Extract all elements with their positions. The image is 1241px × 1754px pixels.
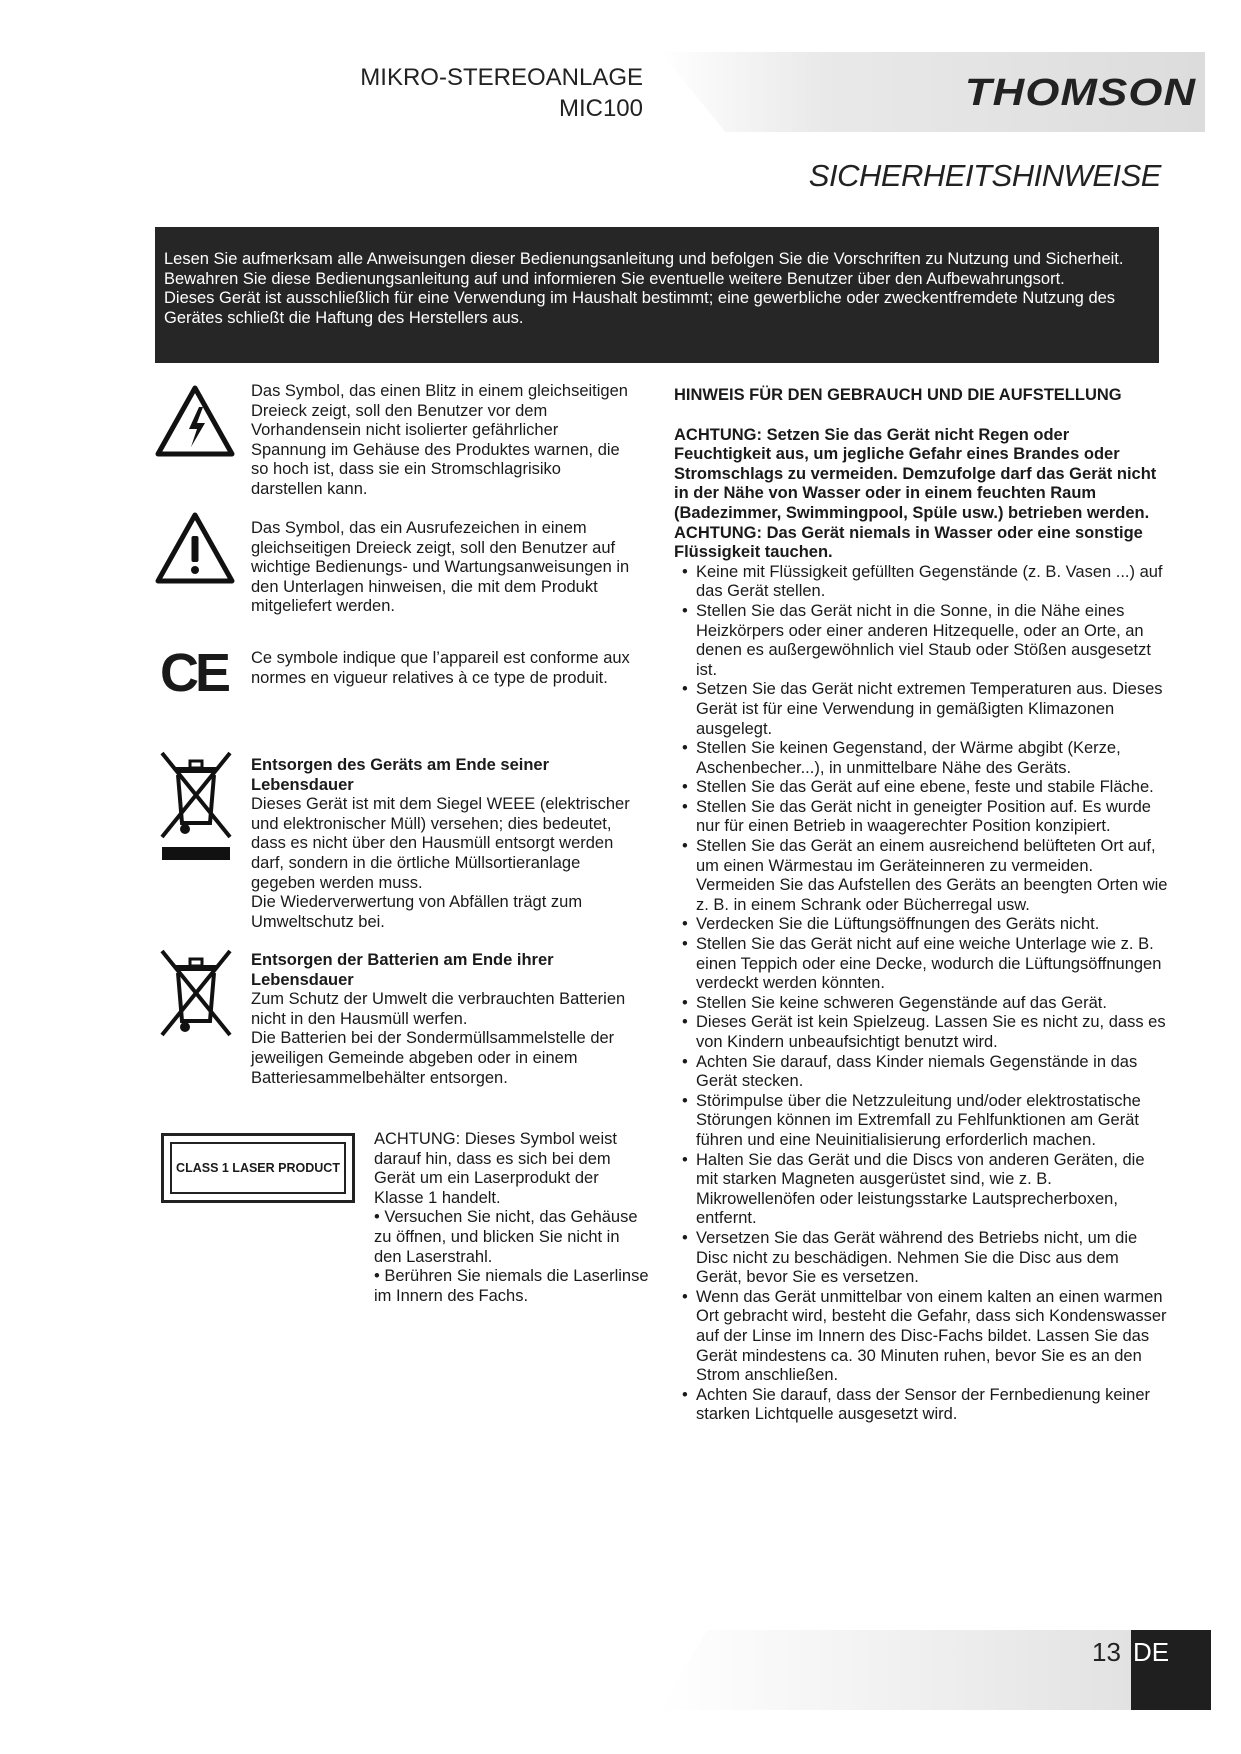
weee-title: Entsorgen des Geräts am Ende seiner Lebensdauer	[251, 756, 550, 794]
usage-heading: HINWEIS FÜR DEN GEBRAUCH UND DIE AUFSTELLUNG	[674, 386, 1122, 404]
language-code: DE	[1133, 1637, 1170, 1667]
ce-description: Ce symbole indique que l’appareil est conforme aux normes en vigueur relatives à ce type de produit.	[251, 649, 630, 687]
laser-label-text: CLASS 1 LASER PRODUCT	[170, 1142, 346, 1194]
battery-text	[251, 951, 651, 1088]
weee-text	[251, 756, 641, 932]
battery-crossed-bin-icon	[158, 947, 234, 1043]
weee-crossed-bin-icon	[158, 749, 234, 861]
list-item: • Achten Sie darauf, dass Kinder niemals Gegenstände in das Gerät stecken.	[696, 1053, 1169, 1092]
brand-logo: THOMSON	[964, 72, 1196, 114]
product-category: MIKRO-STEREOANLAGE	[360, 64, 643, 91]
laser-bullet-2: • Berühren Sie niemals die Laserlinse im Innern des Fachs.	[374, 1267, 649, 1305]
laser-bullet-1: • Versuchen Sie nicht, das Gehäuse zu öffnen, und blicken Sie nicht in den Laserstrahl.	[374, 1208, 638, 1266]
laser-warning	[374, 1130, 649, 1306]
exclamation-warning-icon	[155, 512, 235, 584]
list-item: • Stellen Sie keine schweren Gegenstände auf das Gerät.	[696, 994, 1169, 1014]
section-title: SICHERHEITSHINWEISE	[808, 158, 1161, 193]
list-item: • Wenn das Gerät unmittelbar von einem kalten an einen warmen Ort gebracht wird, besteht die Gefahr, dass sich Kondenswasser auf der Linse im Innern des Disc-Fachs bildet. Lassen Sie das Gerät mindestens ca. 30 Minuten ruhen, bevor Sie es an den Strom anschließen.	[696, 1288, 1169, 1386]
laser-warning-word: ACHTUNG	[374, 1130, 456, 1148]
page-number: 13	[1092, 1637, 1121, 1667]
usage-warning-2: ACHTUNG: Das Gerät niemals in Wasser oder eine sonstige Flüssigkeit tauchen.	[674, 523, 1143, 562]
usage-list	[674, 563, 1169, 1425]
lightning-description: Das Symbol, das einen Blitz in einem gleichseitigen Dreieck zeigt, soll den Benutzer vor dem Vorhandensein nicht isolierter gefährlicher Spannung im Gehäuse des Produktes warnen, die so hoch ist, dass sie ein Stromschlagrisiko darstellen kann.	[251, 382, 628, 498]
list-item: • Dieses Gerät ist kein Spielzeug. Lassen Sie es nicht zu, dass es von Kindern unbeaufsichtigt benutzt wird.	[696, 1013, 1169, 1052]
laser-warning-text	[374, 1130, 649, 1208]
list-item: • Stellen Sie das Gerät nicht auf eine weiche Unterlage wie z. B. einen Teppich oder eine Decke, wodurch die Lüftungsöffnungen verdeckt werden könnten.	[696, 935, 1169, 994]
weee-recycling-note: Die Wiederverwertung von Abfällen trägt zum Umweltschutz bei.	[251, 893, 583, 931]
weee-description: Dieses Gerät ist mit dem Siegel WEEE (elektrischer und elektronischer Müll) versehen; dies bedeutet, dass es nicht über den Hausmüll entsorgt werden darf, sondern in die örtliche Müllsortieranlage gegeben werden muss.	[251, 795, 630, 892]
list-item: • Verdecken Sie die Lüftungsöffnungen des Geräts nicht.	[696, 915, 1169, 935]
ce-mark-icon: CE	[160, 643, 228, 703]
footer-band	[660, 1630, 1132, 1710]
list-item: • Stellen Sie das Gerät nicht in geneigter Position auf. Es wurde nur für einen Betrieb in waagerechter Position konzipiert.	[696, 798, 1169, 837]
list-item: • Achten Sie darauf, dass der Sensor der Fernbedienung keiner starken Lichtquelle ausgesetzt wird.	[696, 1386, 1169, 1425]
battery-description-2: Die Batterien bei der Sondermüllsammelstelle der jeweiligen Gemeinde abgeben oder in einem Batteriesammelbehälter entsorgen.	[251, 1029, 615, 1087]
list-item: • Störimpulse über die Netzzuleitung und/oder elektrostatische Störungen können im Extremfall zu Fehlfunktionen am Gerät führen und eine Neuinitialisierung erforderlich machen.	[696, 1092, 1169, 1151]
list-item: • Stellen Sie das Gerät nicht in die Sonne, in die Nähe eines Heizkörpers oder einer anderen Hitzequelle, oder an Orte, an denen es außergewöhnlich viel Staub oder Stößen ausgesetzt ist.	[696, 602, 1169, 680]
intro-box	[155, 227, 1159, 363]
product-title	[360, 62, 643, 124]
list-item: • Halten Sie das Gerät und die Discs von anderen Geräten, die mit starken Magneten ausgerüstet sind, wie z. B. Mikrowellenöfen oder leistungsstarke Lautsprecherboxen, entfernt.	[696, 1151, 1169, 1229]
intro-paragraph-2: Dieses Gerät ist ausschließlich für eine Verwendung im Haushalt bestimmt; eine gewerbliche oder zweckentfremdete Nutzung des Gerätes schließt die Haftung des Herstellers aus.	[164, 289, 1116, 327]
list-item: • Versetzen Sie das Gerät während des Betriebs nicht, um die Disc nicht zu beschädigen. Nehmen Sie die Disc aus dem Gerät, bevor Sie es versetzen.	[696, 1229, 1169, 1288]
lightning-warning-icon	[155, 385, 235, 457]
battery-description-1: Zum Schutz der Umwelt die verbrauchten Batterien nicht in den Hausmüll werfen.	[251, 990, 626, 1028]
list-item: • Stellen Sie das Gerät auf eine ebene, feste und stabile Fläche.	[696, 778, 1169, 798]
list-item: • Stellen Sie keinen Gegenstand, der Wärme abgibt (Kerze, Aschenbecher...), in unmittelbare Nähe des Geräts.	[696, 739, 1169, 778]
battery-title: Entsorgen der Batterien am Ende ihrer Lebensdauer	[251, 951, 554, 989]
laser-warning-body: : Dieses Symbol weist darauf hin, dass es sich bei dem Gerät um ein Laserprodukt der Klasse 1 handelt.	[374, 1130, 617, 1207]
product-model: MIC100	[558, 95, 643, 122]
usage-warning-1: ACHTUNG: Setzen Sie das Gerät nicht Regen oder Feuchtigkeit aus, um jegliche Gefahr eines Brandes oder Stromschlags zu vermeiden. Demzufolge darf das Gerät nicht in der Nähe von Wasser oder in einem feuchten Raum (Badezimmer, Swimmingpool, Spüle usw.) betrieben werden.	[674, 425, 1157, 522]
list-item: • Setzen Sie das Gerät nicht extremen Temperaturen aus. Dieses Gerät ist für eine Verwendung in gemäßigten Klimazonen ausgelegt.	[696, 680, 1169, 739]
list-item: • Stellen Sie das Gerät an einem ausreichend belüfteten Ort auf, um einen Wärmestau im Geräteinneren zu vermeiden. Vermeiden Sie das Aufstellen des Geräts an beengten Orten wie z. B. in einem Schrank oder Bücherregal usw.	[696, 837, 1169, 915]
exclamation-description: Das Symbol, das ein Ausrufezeichen in einem gleichseitigen Dreieck zeigt, soll den Benutzer auf wichtige Bedienungs- und Wartungsanweisungen in den Unterlagen hinweisen, die mit dem Produkt mitgeliefert werden.	[251, 519, 630, 616]
intro-paragraph-1: Lesen Sie aufmerksam alle Anweisungen dieser Bedienungsanleitung und befolgen Sie die Vorschriften zu Nutzung und Sicherheit. Bewahren Sie diese Bedienungsanleitung auf und informieren Sie eventuelle weitere Benutzer über den Aufbewahrungsort.	[164, 250, 1124, 288]
laser-product-label	[161, 1133, 355, 1203]
usage-column	[674, 386, 1169, 1425]
list-item: • Keine mit Flüssigkeit gefüllten Gegenstände (z. B. Vasen ...) auf das Gerät stellen.	[696, 563, 1169, 602]
